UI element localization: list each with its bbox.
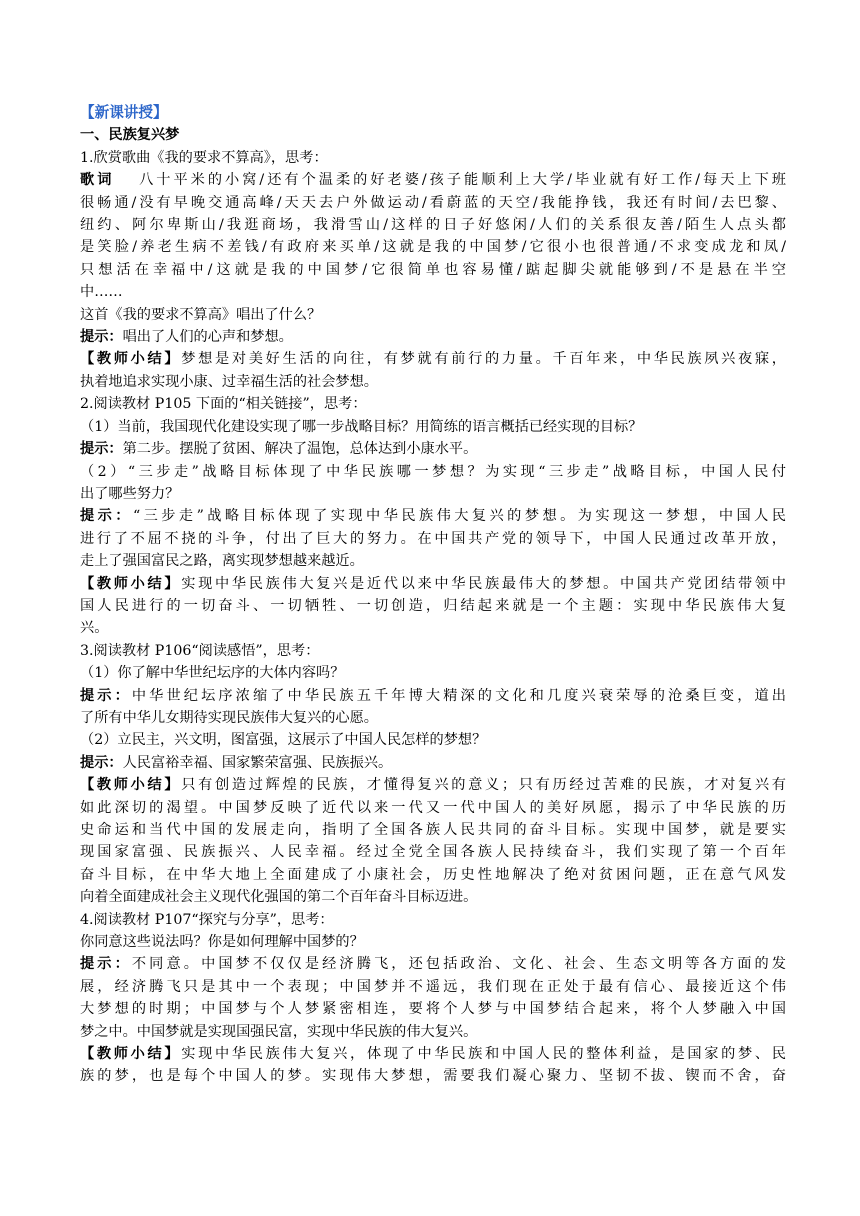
summary-label: 【教师小结】	[80, 351, 182, 368]
teacher-summary-line: 现国家富强、民族振兴、人民幸福。经过全党全国各族人民持续奋斗，我们实现了第一个百年	[80, 844, 786, 861]
question-2-title: 2.阅读教材 P105 下面的“相关链接”，思考：	[80, 396, 367, 413]
question-2-hint-2: 提示：“三步走”战略目标体现了实现中华民族伟大复兴的梦想。为实现这一梦想，中国人民	[80, 508, 786, 525]
question-1-title: 1.欣赏歌曲《我的要求不算高》，思考：	[80, 149, 328, 166]
summary-label: 【教师小结】	[80, 777, 182, 794]
question-3-sub-1: （1）你了解中华世纪坛序的大体内容吗？	[80, 665, 345, 682]
hint-line: 了所有中华儿女期待实现民族伟大复兴的心愿。	[80, 709, 378, 726]
summary-label: 【教师小结】	[80, 575, 182, 592]
lyrics-line: 很畅通/没有早晚交通高峰/天天去户外做运动/看蔚蓝的天空/我能挣钱，我还有时间/去巴黎、	[80, 194, 786, 211]
hint-line: 大梦想的时期；中国梦与个人梦紧密相连，要将个人梦与中国梦结合起来，将个人梦融入中国	[80, 1001, 786, 1018]
teacher-summary: 【教师小结】只有创造过辉煌的民族，才懂得复兴的意义；只有历经过苦难的民族，才对复兴有	[80, 777, 786, 794]
teacher-summary-line: 国人民进行的一切奋斗、一切牺牲、一切创造，归结起来就是一个主题：实现中华民族伟大复	[80, 597, 786, 614]
hint-label: 提示：	[80, 441, 123, 458]
document-page	[80, 102, 786, 1088]
question-1-question: 这首《我的要求不算高》唱出了什么？	[80, 306, 322, 323]
hint-line: 展，经济腾飞只是其中一个表现；中国梦并不遥远，我们现在正处于最有信心、最接近这个伟	[80, 978, 786, 995]
question-3-sub-2: （2）立民主，兴文明，图富强，这展示了中国人民怎样的梦想？	[80, 732, 487, 749]
lyrics-line: 纽约、阿尔卑斯山/我逛商场，我滑雪山/这样的日子好悠闲/人们的关系很友善/陌生人点头都	[80, 217, 786, 234]
hint-label: 提示：	[80, 687, 132, 704]
lyrics-line: 中……	[80, 284, 123, 301]
question-3-title: 3.阅读教材 P106“阅读感悟”，思考：	[80, 642, 320, 659]
teacher-summary: 【教师小结】实现中华民族伟大复兴是近代以来中华民族最伟大的梦想。中国共产党团结带领中	[80, 575, 786, 592]
teacher-summary: 【教师小结】梦想是对美好生活的向往，有梦就有前行的力量。千百年来，中华民族夙兴夜寐，	[80, 351, 786, 368]
question-1-hint: 提示：唱出了人们的心声和梦想。	[80, 329, 293, 346]
question-4-title: 4.阅读教材 P107“探究与分享”，思考：	[80, 911, 334, 928]
hint-label: 提示：	[80, 329, 123, 346]
question-2-hint-1: 提示：第二步。摆脱了贫困、解决了温饱，总体达到小康水平。	[80, 441, 478, 458]
hint-line: 走上了强国富民之路，离实现梦想越来越近。	[80, 553, 364, 570]
teacher-summary-line: 如此深切的渴望。中国梦反映了近代以来一代又一代中国人的美好夙愿，揭示了中华民族的历	[80, 799, 786, 816]
lyrics-label: 歌词	[80, 172, 115, 189]
section-title: 【新课讲授】	[80, 104, 168, 121]
question-3-hint-1: 提示：中华世纪坛序浓缩了中华民族五千年博大精深的文化和几度兴衰荣辱的沧桑巨变，道出	[80, 687, 786, 704]
hint-line: 进行了不屈不挠的斗争，付出了巨大的努力。在中国共产党的领导下，中国人民通过改革开放，	[80, 530, 786, 547]
question-2-sub-2-line: 出了哪些努力？	[80, 485, 180, 502]
summary-label: 【教师小结】	[80, 1046, 182, 1063]
question-3-hint-2: 提示：人民富裕幸福、国家繁荣富强、民族振兴。	[80, 754, 393, 771]
teacher-summary-line: 兴。	[80, 620, 109, 637]
question-2-sub-2: （2）“三步走”战略目标体现了中华民族哪一梦想？为实现“三步走”战略目标，中国人民付	[80, 463, 786, 480]
teacher-summary-line: 族的梦，也是每个中国人的梦。实现伟大梦想，需要我们凝心聚力、坚韧不拔、锲而不舍，奋	[80, 1068, 786, 1085]
teacher-summary-line: 向着全面建成社会主义现代化强国的第二个百年奋斗目标迈进。	[80, 889, 478, 906]
hint-label: 提示：	[80, 754, 123, 771]
hint-label: 提示：	[80, 508, 133, 525]
teacher-summary-line: 执着地追求实现小康、过幸福生活的社会梦想。	[80, 373, 378, 390]
lyrics-line: 歌词 八十平米的小窝/还有个温柔的好老婆/孩子能顺利上大学/毕业就有好工作/每天上下班	[80, 172, 786, 189]
lyrics-line: 只想活在幸福中/这就是我的中国梦/它很简单也容易懂/踮起脚尖就能够到/不是悬在半空	[80, 261, 786, 278]
hint-line: 梦之中。中国梦就是实现国强民富，实现中华民族的伟大复兴。	[80, 1023, 478, 1040]
lyrics-line: 是笑脸/养老生病不差钱/有政府来买单/这就是我的中国梦/它很小也很普通/不求变成龙和凤/	[80, 239, 786, 256]
question-2-sub-1: （1）当前，我国现代化建设实现了哪一步战略目标？用简练的语言概括已经实现的目标？	[80, 418, 643, 435]
question-4-hint: 提示：不同意。中国梦不仅仅是经济腾飞，还包括政治、文化、社会、生态文明等各方面的发	[80, 956, 786, 973]
teacher-summary: 【教师小结】实现中华民族伟大复兴，体现了中华民族和中国人民的整体利益，是国家的梦、民	[80, 1046, 786, 1063]
question-4-question: 你同意这些说法吗？你是如何理解中国梦的？	[80, 934, 364, 951]
heading-national-rejuvenation-dream: 一、民族复兴梦	[80, 127, 180, 144]
teacher-summary-line: 奋斗目标，在中华大地上全面建成了小康社会，历史性地解决了绝对贫困问题，正在意气风发	[80, 866, 786, 883]
teacher-summary-line: 史命运和当代中国的发展走向，指明了全国各族人民共同的奋斗目标。实现中国梦，就是要实	[80, 822, 786, 838]
hint-label: 提示：	[80, 956, 132, 973]
